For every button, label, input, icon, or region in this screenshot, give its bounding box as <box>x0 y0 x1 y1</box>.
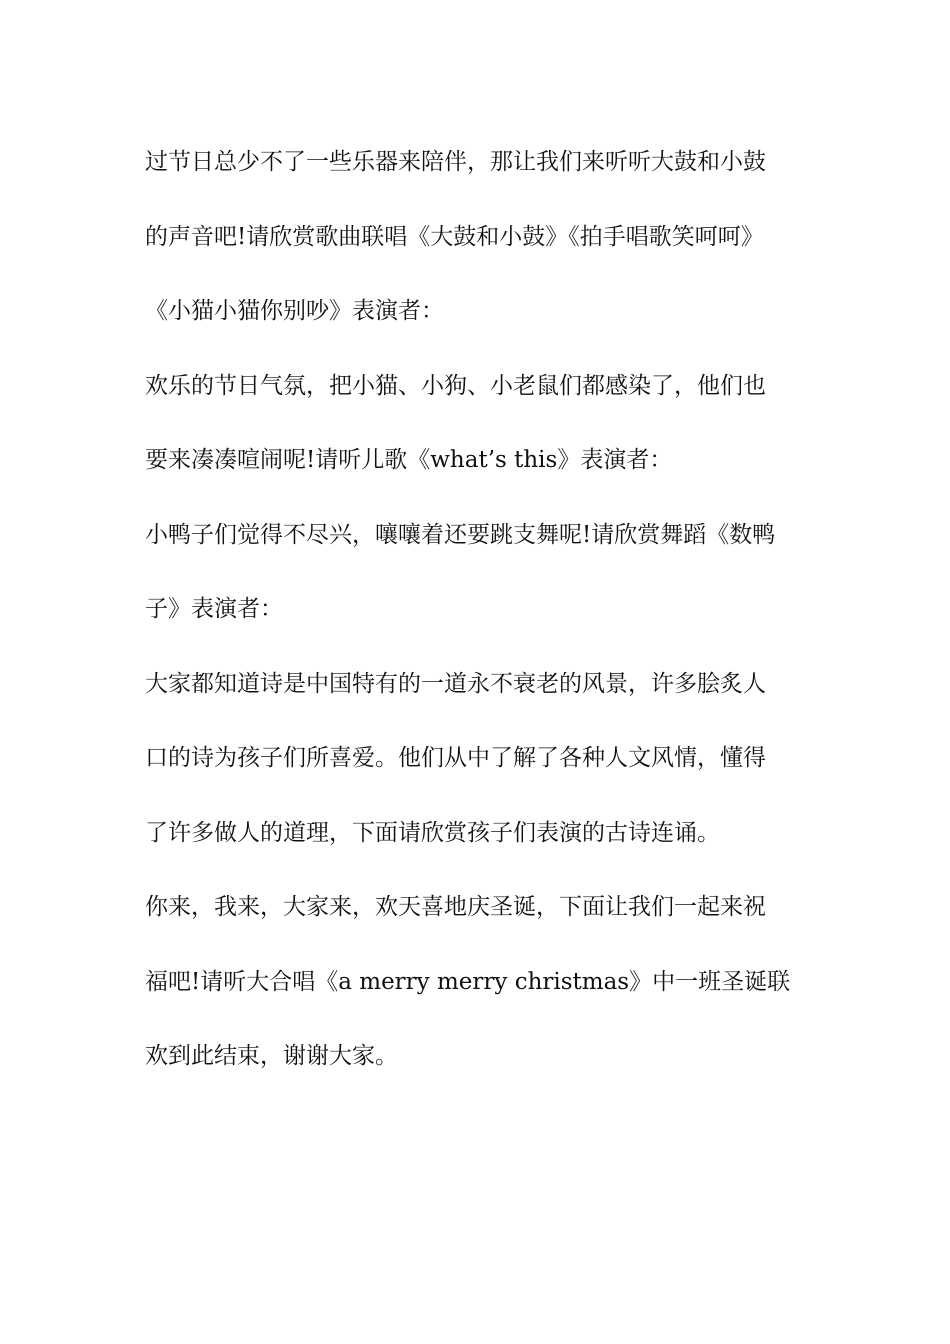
text-line: 口的诗为孩子们所喜爱。他们从中了解了各种人文风情，懂得 <box>145 745 766 771</box>
text-line: 欢到此结束，谢谢大家。 <box>145 1043 398 1069</box>
text-line: 要来凑凑喧闹呢!请听儿歌《what’s this》表演者： <box>145 447 673 473</box>
text-line: 的声音吧!请欣赏歌曲联唱《大鼓和小鼓》《拍手唱歌笑呵呵》 <box>145 223 764 250</box>
text-line: 大家都知道诗是中国特有的一道永不衰老的风景，许多脍炙人 <box>145 670 766 697</box>
text-line: 福吧!请听大合唱《a merry merry christmas》中一班圣诞联 <box>145 968 791 995</box>
text-line: 《小猫小猫你别吵》表演者： <box>145 298 444 324</box>
text-line: 子》表演者： <box>145 596 283 622</box>
text-line: 你来，我来，大家来，欢天喜地庆圣诞，下面让我们一起来祝 <box>145 894 766 920</box>
text-line: 小鸭子们觉得不尽兴，嚷嚷着还要跳支舞呢!请欣赏舞蹈《数鸭 <box>145 521 776 548</box>
text-line: 过节日总少不了一些乐器来陪伴，那让我们来听听大鼓和小鼓 <box>145 149 766 175</box>
text-line: 了许多做人的道理，下面请欣赏孩子们表演的古诗连诵。 <box>145 819 720 846</box>
text-line: 欢乐的节日气氛，把小猫、小狗、小老鼠们都感染了，他们也 <box>145 372 766 399</box>
document-body <box>145 125 810 1094</box>
